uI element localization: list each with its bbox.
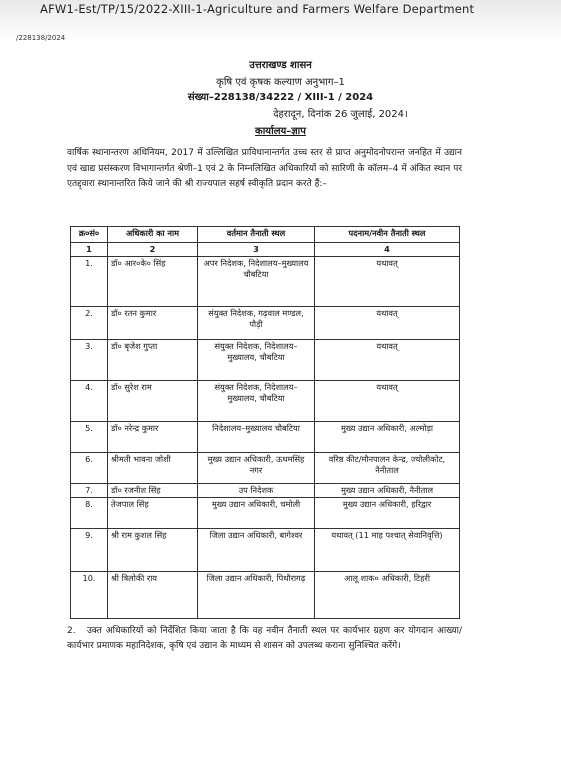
place-date: देहरादून, दिनांक 26 जुलाई, 2024। bbox=[273, 109, 408, 120]
name-cell: डॉ० बृजेश गुप्ता bbox=[108, 340, 198, 381]
new-posting-cell: मुख्य उद्यान अधिकारी, नैनीताल bbox=[315, 484, 460, 498]
table-row bbox=[71, 340, 460, 381]
serial-cell: 5. bbox=[71, 422, 108, 453]
serial-cell: 2. bbox=[71, 307, 108, 340]
name-cell: डॉ० रजनीश सिंह bbox=[108, 484, 198, 498]
new-posting-cell: यथावत् bbox=[315, 340, 460, 381]
serial-cell: 10. bbox=[71, 572, 108, 619]
serial-cell: 1. bbox=[71, 257, 108, 307]
current-posting-cell: मुख्य उद्यान अधिकारी, ऊधमसिंह नगर bbox=[198, 453, 315, 484]
reference-number: /228138/2024 bbox=[16, 34, 66, 42]
table-header-row bbox=[71, 227, 460, 243]
column-number: 1 bbox=[71, 243, 108, 257]
government-name: उत्तराखण्ड शासन bbox=[249, 60, 312, 71]
table-row bbox=[71, 529, 460, 572]
table-row bbox=[71, 381, 460, 422]
current-posting-cell: संयुक्त निदेशक, निदेशालय–मुख्यालय, चौबटिया bbox=[198, 381, 315, 422]
name-cell: डॉ० सुरेश राम bbox=[108, 381, 198, 422]
table-row bbox=[71, 307, 460, 340]
column-number: 4 bbox=[315, 243, 460, 257]
column-number: 3 bbox=[198, 243, 315, 257]
table-row bbox=[71, 572, 460, 619]
serial-cell: 6. bbox=[71, 453, 108, 484]
table-row bbox=[71, 453, 460, 484]
name-cell: डॉ० आर०के० सिंह bbox=[108, 257, 198, 307]
new-posting-cell: आलू शाक० अधिकारी, टिहरी bbox=[315, 572, 460, 619]
table-row bbox=[71, 422, 460, 453]
table-row bbox=[71, 498, 460, 529]
table-row bbox=[71, 257, 460, 307]
name-cell: डॉ० नरेन्द्र कुमार bbox=[108, 422, 198, 453]
table-row bbox=[71, 484, 460, 498]
column-number: 2 bbox=[108, 243, 198, 257]
file-header: AFW1-Est/TP/15/2022-XIII-1-Agriculture and Farmers Welfare Department bbox=[40, 2, 475, 16]
new-posting-cell: यथावत् (11 माह पश्चात् सेवानिवृत्ति) bbox=[315, 529, 460, 572]
new-posting-cell: यथावत् bbox=[315, 381, 460, 422]
name-cell: तेजपाल सिंह bbox=[108, 498, 198, 529]
paragraph-number: 2. bbox=[67, 626, 76, 636]
name-cell: श्रीमती भावना जोशी bbox=[108, 453, 198, 484]
new-posting-cell: मुख्य उद्यान अधिकारी, हरिद्वार bbox=[315, 498, 460, 529]
serial-cell: 7. bbox=[71, 484, 108, 498]
serial-cell: 9. bbox=[71, 529, 108, 572]
serial-cell: 8. bbox=[71, 498, 108, 529]
current-posting-cell: संयुक्त निदेशक, निदेशालय–मुख्यालय, चौबटिया bbox=[198, 340, 315, 381]
header-current-posting: वर्तमान तैनाती स्थल bbox=[198, 227, 315, 243]
current-posting-cell: मुख्य उद्यान अधिकारी, चमोली bbox=[198, 498, 315, 529]
current-posting-cell: उप निदेशक bbox=[198, 484, 315, 498]
letter-number: संख्या–228138/34222 / XIII-1 / 2024 bbox=[187, 92, 374, 103]
new-posting-cell: मुख्य उद्यान अधिकारी, अल्मोड़ा bbox=[315, 422, 460, 453]
current-posting-cell: अपर निदेशक, निदेशालय–मुख्यालय चौबटिया bbox=[198, 257, 315, 307]
new-posting-cell: यथावत् bbox=[315, 257, 460, 307]
department-name: कृषि एवं कृषक कल्याण अनुभाग–1 bbox=[216, 77, 345, 88]
current-posting-cell: संयुक्त निदेशक, गढ़वाल मण्डल, पौड़ी bbox=[198, 307, 315, 340]
transfer-table bbox=[70, 226, 460, 619]
closing-paragraph bbox=[67, 624, 462, 653]
column-number-row bbox=[71, 243, 460, 257]
current-posting-cell: जिला उद्यान अधिकारी, पिथौरागढ़ bbox=[198, 572, 315, 619]
serial-cell: 4. bbox=[71, 381, 108, 422]
current-posting-cell: जिला उद्यान अधिकारी, बागेश्वर bbox=[198, 529, 315, 572]
new-posting-cell: वरिष्ठ कीट/मौनपालन केन्द्र, ज्योलीकोट, नैनीताल bbox=[315, 453, 460, 484]
name-cell: श्री त्रिलोकी राय bbox=[108, 572, 198, 619]
new-posting-cell: यथावत् bbox=[315, 307, 460, 340]
header-serial: क्र०सं० bbox=[71, 227, 108, 243]
header-officer-name: अधिकारी का नाम bbox=[108, 227, 198, 243]
header-new-posting: पदनाम/नवीन तैनाती स्थल bbox=[315, 227, 460, 243]
intro-paragraph: वार्षिक स्थानान्तरण अधिनियम, 2017 में उल्लिखित प्राविधानान्तर्गत उच्च स्तर से प्राप्त अनुमोदनोपरान्त जनहित में उद्यान एवं खाद्य प्रसंस्करण विभागान्तर्गत श्रेणी–1 एवं 2 के निम्नलिखित अधिकारियों को सारिणी के कॉलम–4 में अंकित स्थान पर एतद्द्वारा स्थानान्तरित किये जाने की श्री राज्यपाल सहर्ष स्वीकृति प्रदान करते हैं:– bbox=[67, 148, 462, 189]
office-order-title: कार्यालय–ज्ञाप bbox=[255, 126, 306, 137]
serial-cell: 3. bbox=[71, 340, 108, 381]
current-posting-cell: निदेशालय–मुख्यालय चौबटिया bbox=[198, 422, 315, 453]
name-cell: डॉ० रतन कुमार bbox=[108, 307, 198, 340]
name-cell: श्री राम कुशल सिंह bbox=[108, 529, 198, 572]
closing-text: उक्त अधिकारियों को निर्देशित किया जाता है कि वह नवीन तैनाती स्थल पर कार्यभार ग्रहण कर योगदान आख्या/कार्यभार प्रमाणक महानिदेशक, कृषि एवं उद्यान के माध्यम से शासन को उपलब्ध कराना सुनिश्चित करेंगे। bbox=[67, 626, 462, 651]
